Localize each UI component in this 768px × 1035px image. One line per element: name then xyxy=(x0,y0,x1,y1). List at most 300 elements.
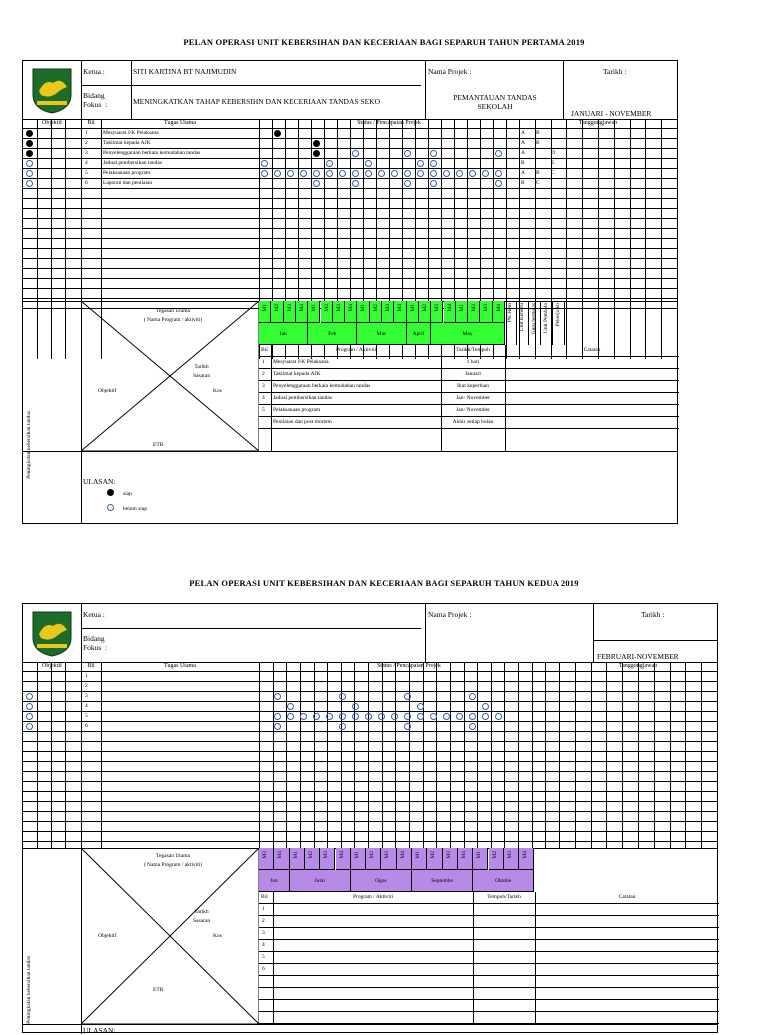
program-activity-header: Program / Aktiviti xyxy=(335,347,377,353)
task-bil: 4 xyxy=(85,160,88,166)
task-text: Jadual pembersihan tandas xyxy=(103,160,162,166)
program-row xyxy=(259,393,679,405)
legend-siap: siap xyxy=(123,491,132,497)
plan2-header xyxy=(23,604,717,663)
week-label: M2 xyxy=(369,851,376,859)
week-cell xyxy=(473,848,488,870)
empty-dot-icon xyxy=(391,170,398,177)
program-row xyxy=(259,357,679,369)
task-text: Taklimat kepada AJK xyxy=(103,140,151,146)
table-row xyxy=(23,812,717,822)
week-cell xyxy=(296,301,308,323)
program-row xyxy=(259,940,719,952)
week-label: M1 xyxy=(415,851,421,859)
responsible-code: E xyxy=(551,160,555,166)
program-bil-header: Bil xyxy=(261,347,268,353)
task-bil: 6 xyxy=(85,723,88,729)
table-row xyxy=(23,732,717,742)
grid-line xyxy=(382,662,383,848)
program-bil: 3 xyxy=(262,930,265,936)
empty-dot-icon xyxy=(404,713,411,720)
table-row xyxy=(23,782,717,792)
week-label: M4 xyxy=(348,304,355,312)
kos-label: Kos xyxy=(213,933,222,939)
program-col-line xyxy=(535,892,536,1024)
week-label: M2 xyxy=(491,851,498,859)
table-row xyxy=(23,832,717,842)
program-row xyxy=(259,976,719,988)
week-label: M4 xyxy=(277,851,284,859)
week-label: M1 xyxy=(458,304,465,312)
grid-line xyxy=(591,662,592,848)
month-label: Mac xyxy=(357,323,406,345)
program-date-header: Tempoh/Tarikh xyxy=(487,894,521,900)
empty-dot-icon xyxy=(469,693,476,700)
role-header xyxy=(517,301,529,345)
week-cell xyxy=(333,301,345,323)
program-date: Ikut keperluan xyxy=(457,383,489,389)
month-label: Feb xyxy=(308,323,357,345)
empty-dot-icon xyxy=(300,713,307,720)
empty-dot-icon xyxy=(26,723,33,730)
week-label: M4 xyxy=(495,304,502,312)
week-cell xyxy=(419,301,431,323)
week-label: M2 xyxy=(430,851,437,859)
program-row xyxy=(259,928,719,940)
week-cell xyxy=(308,301,320,323)
filled-dot-icon xyxy=(274,130,281,137)
week-label: M3 xyxy=(445,851,452,859)
program-date: Akhir setiap bulan xyxy=(452,419,494,425)
program-bil: 1 xyxy=(262,906,265,912)
responsible-code: D xyxy=(551,150,555,156)
grid-line xyxy=(286,662,287,848)
week-label: M1 xyxy=(360,304,367,312)
empty-dot-icon xyxy=(430,150,437,157)
week-label: M2 xyxy=(471,304,478,312)
responsible-code: A xyxy=(521,140,525,146)
empty-dot-icon xyxy=(443,170,450,177)
grid-line xyxy=(327,662,328,848)
empty-dot-icon xyxy=(313,713,320,720)
grid-line xyxy=(504,662,505,848)
task-text: Laporan dan penilaian xyxy=(103,180,153,186)
program-activity: Pelaksanaan program xyxy=(273,407,321,413)
responsible-code: A xyxy=(521,170,525,176)
grid-header-cell: Tugas Utama xyxy=(164,120,196,126)
grid-line xyxy=(450,662,451,848)
empty-dot-icon xyxy=(352,150,359,157)
week-label: M1 xyxy=(262,304,268,312)
grid-line xyxy=(300,662,301,848)
grid-line xyxy=(464,662,465,848)
legend-belum: belum siap xyxy=(123,506,147,512)
month-label: Jan xyxy=(259,323,308,345)
week-cell xyxy=(259,848,274,870)
filled-dot-icon xyxy=(313,140,320,147)
grid-line xyxy=(51,662,52,848)
empty-dot-icon xyxy=(339,713,346,720)
task-bil: 1 xyxy=(85,673,88,679)
program-row xyxy=(259,405,679,417)
empty-dot-icon xyxy=(456,713,463,720)
side-label: Peningkatan kebersihan tandas xyxy=(26,956,32,1024)
empty-dot-icon xyxy=(495,713,502,720)
program-bil: 4 xyxy=(262,942,265,948)
table-row xyxy=(23,802,717,812)
grid-line xyxy=(368,662,369,848)
empty-dot-icon xyxy=(274,723,281,730)
task-text: Mesyuarat J/K Pelaksana xyxy=(103,130,159,136)
week-label: M4 xyxy=(460,851,467,859)
grid-header-cell: Bil xyxy=(87,663,95,669)
plan2-status-grid xyxy=(23,662,717,848)
week-cell xyxy=(407,301,419,323)
week-label: M3 xyxy=(286,304,293,312)
week-label: M2 xyxy=(421,304,428,312)
week-label: M4 xyxy=(522,851,529,859)
month-label: May xyxy=(431,323,505,345)
empty-dot-icon xyxy=(456,170,463,177)
month-label: April xyxy=(407,323,432,345)
empty-dot-icon xyxy=(26,693,33,700)
grid-line xyxy=(395,662,396,848)
empty-dot-icon xyxy=(352,713,359,720)
table-row xyxy=(23,752,717,762)
empty-dot-icon xyxy=(365,160,372,167)
grid-header-cell: Objektif xyxy=(42,663,62,669)
plan1-header xyxy=(23,61,677,120)
empty-dot-icon xyxy=(326,160,333,167)
task-bil: 2 xyxy=(85,140,88,146)
tegasan-label: Tegasan Utama ( Nama Program / aktiviti) xyxy=(143,308,203,323)
empty-dot-icon xyxy=(326,713,333,720)
grid-line xyxy=(532,662,533,848)
school-crest-icon xyxy=(23,61,82,119)
empty-dot-icon xyxy=(261,170,268,177)
program-header-row xyxy=(259,345,679,357)
week-label: M2 xyxy=(323,304,330,312)
week-cell xyxy=(443,848,458,870)
empty-dot-icon xyxy=(365,713,372,720)
week-cell xyxy=(427,848,442,870)
plan2-form xyxy=(22,603,718,1033)
empty-dot-icon xyxy=(417,160,424,167)
week-label: M2 xyxy=(274,304,281,312)
task-text: Pelaksanaan program xyxy=(103,170,151,176)
plan1-title: PELAN OPERASI UNIT KEBERSIHAN DAN KECERIAAN BAGI SEPARUH TAHUN PERTAMA 2019 xyxy=(183,37,585,47)
week-label: M3 xyxy=(385,304,391,312)
empty-dot-icon xyxy=(26,703,33,710)
plan1-planning-block xyxy=(23,301,677,523)
task-bil: 3 xyxy=(85,693,88,699)
week-label: M4 xyxy=(338,851,345,859)
week-cell xyxy=(519,848,534,870)
responsible-code: A xyxy=(521,150,525,156)
empty-dot-icon xyxy=(339,170,346,177)
program-row xyxy=(259,904,719,916)
week-cell xyxy=(259,301,271,323)
week-cell xyxy=(370,301,382,323)
empty-dot-icon xyxy=(287,703,294,710)
tarikh-value: JANUARI - NOVEMBER xyxy=(571,109,652,118)
empty-dot-icon xyxy=(378,170,385,177)
empty-dot-icon xyxy=(404,170,411,177)
week-cell xyxy=(444,301,456,323)
empty-dot-icon xyxy=(274,693,281,700)
program-notes-header: Catatan xyxy=(583,347,601,353)
empty-dot-icon xyxy=(378,713,385,720)
responsible-code: C xyxy=(536,180,540,186)
week-label: M3 xyxy=(434,304,441,312)
empty-dot-icon xyxy=(352,170,359,177)
grid-header-row xyxy=(23,662,717,672)
tarikh-value: FEBRUARI-NOVEMBER xyxy=(597,652,679,661)
week-cell xyxy=(468,301,480,323)
empty-dot-icon xyxy=(417,713,424,720)
program-col-line xyxy=(441,345,442,451)
grid-line xyxy=(477,662,478,848)
week-cell xyxy=(336,848,351,870)
week-cell xyxy=(412,848,427,870)
role-header xyxy=(553,301,565,345)
empty-dot-icon xyxy=(417,703,424,710)
role-header xyxy=(541,301,553,345)
etr-label: ETR xyxy=(153,987,164,993)
program-col-line xyxy=(273,892,274,1024)
empty-dot-icon xyxy=(469,723,476,730)
week-cell xyxy=(493,301,505,323)
grid-line xyxy=(622,662,623,848)
role-label: Unit Kebersi xyxy=(519,303,525,332)
week-cell xyxy=(458,848,473,870)
grid-header-cell: Tanggungjawab xyxy=(578,120,618,126)
program-date: Jan- November xyxy=(456,395,490,401)
week-label: M4 xyxy=(397,304,404,312)
empty-dot-icon xyxy=(352,180,359,187)
week-cell xyxy=(480,301,492,323)
empty-dot-icon xyxy=(482,713,489,720)
week-label: M1 xyxy=(353,851,360,859)
grid-line xyxy=(638,662,639,848)
ulasan-label: ULASAN: xyxy=(83,477,116,486)
program-bil: 4 xyxy=(262,395,265,401)
grid-header-cell: Objektif xyxy=(42,120,62,126)
week-cell xyxy=(431,301,443,323)
role-label: Unit Pembela xyxy=(543,303,549,334)
grid-line xyxy=(273,662,274,848)
empty-dot-icon xyxy=(313,180,320,187)
empty-dot-icon xyxy=(495,170,502,177)
empty-dot-icon xyxy=(404,723,411,730)
program-bil: 2 xyxy=(262,371,265,377)
table-row xyxy=(23,672,717,682)
week-cell xyxy=(290,848,305,870)
program-row xyxy=(259,916,719,928)
month-label: Oktobe xyxy=(473,870,534,892)
week-cell xyxy=(271,301,283,323)
tarikh-label: Tarikh : xyxy=(603,67,627,76)
grid-line xyxy=(423,662,424,848)
ketua-value: SITI KARTINA BT NAJIMUDIN xyxy=(133,67,237,76)
week-cell xyxy=(397,848,412,870)
task-bil: 3 xyxy=(85,150,88,156)
table-row xyxy=(23,692,717,702)
grid-header-cell: Status / Pencapaian Projek xyxy=(377,663,441,669)
tarikh-sasaran-label: Tarikh Sasaran xyxy=(193,909,211,924)
program-bil: 1 xyxy=(262,359,265,365)
program-activity: Penilaian dan post mortem xyxy=(273,419,332,425)
bidang-label: Bidang Fokus : xyxy=(83,91,108,109)
nama-projek-label: Nama Projek : xyxy=(428,67,472,76)
empty-dot-icon xyxy=(339,693,346,700)
responsible-code: B xyxy=(536,170,540,176)
objektif-label: Objektif xyxy=(98,933,117,939)
tarikh-label: Tarikh : xyxy=(641,610,665,619)
grid-line xyxy=(436,662,437,848)
program-bil: 5 xyxy=(262,954,265,960)
program-activity: Mesyuarat J/K Pelaksana xyxy=(273,359,329,365)
grid-line xyxy=(37,662,38,848)
program-date: Januari xyxy=(465,371,481,377)
grid-header-cell: Bil xyxy=(87,120,95,126)
week-label: M2 xyxy=(307,851,314,859)
role-label: PK Hem xyxy=(507,303,513,323)
week-cell xyxy=(321,301,333,323)
task-bil: 5 xyxy=(85,713,88,719)
month-label: Ogos xyxy=(351,870,412,892)
empty-dot-icon xyxy=(107,504,114,511)
empty-dot-icon xyxy=(26,170,33,177)
week-cell xyxy=(456,301,468,323)
school-crest-icon xyxy=(23,604,82,662)
table-row xyxy=(23,822,717,832)
empty-dot-icon xyxy=(365,170,372,177)
empty-dot-icon xyxy=(26,713,33,720)
empty-dot-icon xyxy=(430,180,437,187)
month-label: Jun xyxy=(259,870,290,892)
week-cell xyxy=(320,848,335,870)
empty-dot-icon xyxy=(26,180,33,187)
empty-dot-icon xyxy=(287,170,294,177)
empty-dot-icon xyxy=(495,180,502,187)
empty-dot-icon xyxy=(300,170,307,177)
empty-dot-icon xyxy=(430,160,437,167)
program-col-line xyxy=(271,345,272,451)
program-col-line xyxy=(505,345,506,451)
etr-label: ETR xyxy=(153,442,164,448)
week-label: M1 xyxy=(311,304,318,312)
week-cell xyxy=(382,301,394,323)
objektif-label: Objektif xyxy=(98,388,117,394)
empty-dot-icon xyxy=(404,150,411,157)
kos-label: Kos xyxy=(213,388,222,394)
program-row xyxy=(259,1012,719,1024)
program-bil: 3 xyxy=(262,383,265,389)
program-activity: Jadual pembersihan tandas xyxy=(273,395,332,401)
program-activity: Taklimat kepada AJK xyxy=(273,371,321,377)
task-bil: 4 xyxy=(85,703,88,709)
empty-dot-icon xyxy=(482,703,489,710)
nama-projek-label: Nama Projek : xyxy=(428,610,472,619)
grid-line xyxy=(545,662,546,848)
table-row xyxy=(23,702,717,712)
grid-line xyxy=(259,662,260,848)
program-date: 1 hari xyxy=(466,359,480,365)
responsible-code: B xyxy=(536,140,540,146)
responsible-code: A xyxy=(521,130,525,136)
responsible-code: B xyxy=(521,180,525,186)
responsible-code: B xyxy=(521,160,525,166)
grid-line xyxy=(606,662,607,848)
week-label: M3 xyxy=(384,851,391,859)
program-date: Jan- November xyxy=(456,407,490,413)
filled-dot-icon xyxy=(107,489,114,496)
plan2-title: PELAN OPERASI UNIT KEBERSIHAN DAN KECERIAAN BAGI SEPARUH TAHUN KEDUA 2019 xyxy=(189,578,579,588)
week-cell xyxy=(345,301,357,323)
role-header xyxy=(529,301,541,345)
program-row xyxy=(259,964,719,976)
empty-dot-icon xyxy=(495,150,502,157)
plan1-form xyxy=(22,60,678,524)
empty-dot-icon xyxy=(274,713,281,720)
program-bil: 2 xyxy=(262,918,265,924)
task-bil: 1 xyxy=(85,130,88,136)
filled-dot-icon xyxy=(26,130,33,137)
program-col-line xyxy=(473,892,474,1024)
plan2-planning-block xyxy=(23,848,717,1034)
task-bil: 6 xyxy=(85,180,88,186)
program-header-row xyxy=(259,892,719,904)
month-label: Septembe xyxy=(412,870,473,892)
nama-projek-value: PEMANTAUAN TANDAS SEKOLAH xyxy=(453,93,537,111)
role-label: Guru bertugas xyxy=(531,303,537,335)
grid-line xyxy=(654,662,655,848)
empty-dot-icon xyxy=(313,170,320,177)
program-row xyxy=(259,369,679,381)
program-row xyxy=(259,1000,719,1012)
empty-dot-icon xyxy=(443,713,450,720)
grid-line xyxy=(341,662,342,848)
empty-dot-icon xyxy=(274,170,281,177)
grid-header-cell: Tugas Utama xyxy=(164,663,196,669)
week-cell xyxy=(394,301,406,323)
grid-line xyxy=(101,662,102,848)
week-label: M3 xyxy=(262,851,268,859)
empty-dot-icon xyxy=(482,170,489,177)
week-cell xyxy=(381,848,396,870)
week-label: M4 xyxy=(399,851,406,859)
task-bil: 5 xyxy=(85,170,88,176)
side-label: Peningkatan kebersihan tandas xyxy=(26,411,32,479)
filled-dot-icon xyxy=(26,140,33,147)
week-cell xyxy=(504,848,519,870)
grid-line xyxy=(559,662,560,848)
grid-line xyxy=(670,662,671,848)
program-row xyxy=(259,417,679,429)
week-label: M3 xyxy=(506,851,513,859)
week-cell xyxy=(305,848,320,870)
responsible-code: B xyxy=(536,130,540,136)
grid-line xyxy=(409,662,410,848)
program-date-header: Tarikh/Tempoh xyxy=(456,347,490,353)
grid-line xyxy=(575,662,576,848)
empty-dot-icon xyxy=(417,170,424,177)
empty-dot-icon xyxy=(261,160,268,167)
empty-dot-icon xyxy=(469,713,476,720)
table-row xyxy=(23,742,717,752)
tegasan-label: Tegasan Utama ( Nama Program / aktiviti) xyxy=(143,853,203,868)
